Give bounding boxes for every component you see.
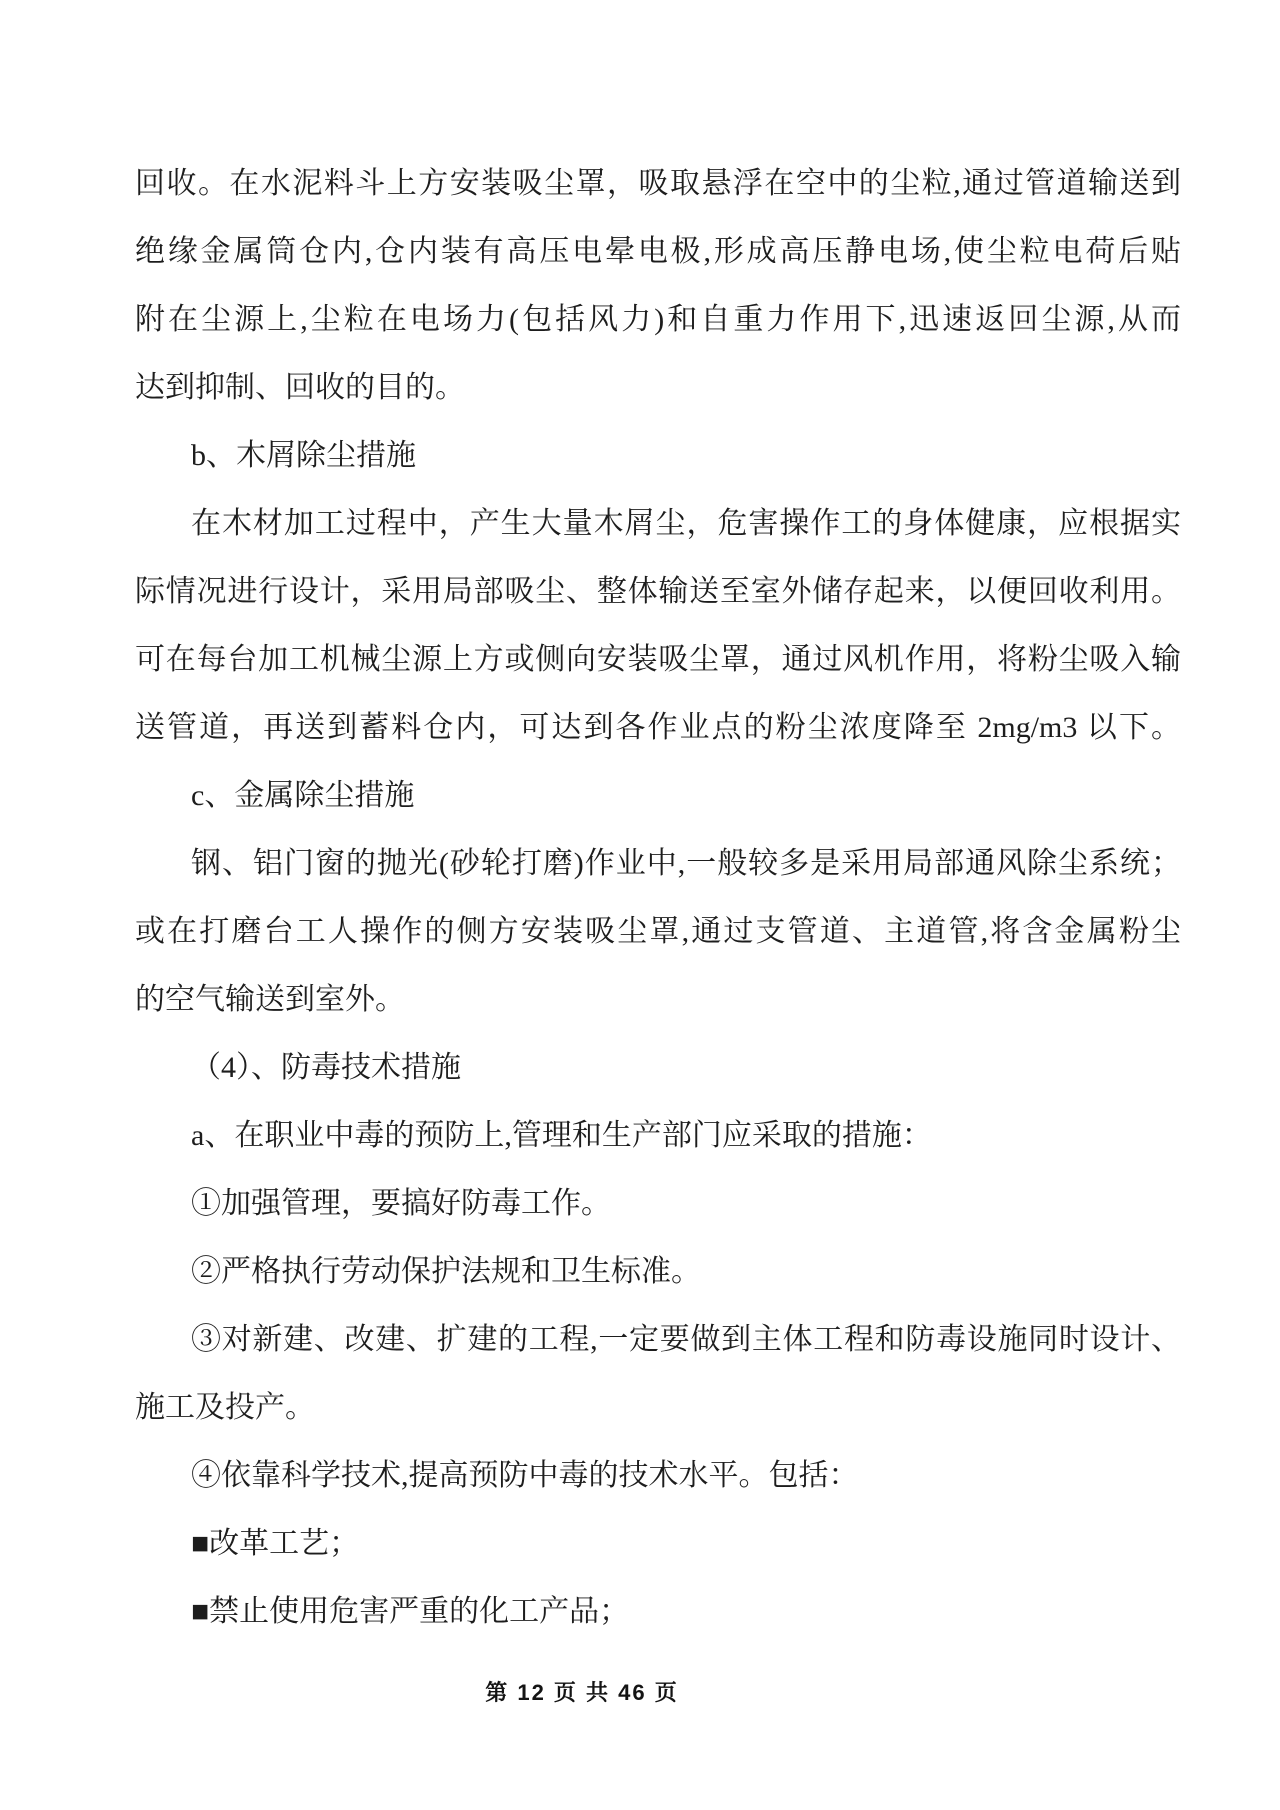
text-line: 可在每台加工机械尘源上方或侧向安装吸尘罩，通过风机作用，将粉尘吸入输 <box>135 643 1181 676</box>
page-footer <box>0 1676 1164 1707</box>
text-line: c、金属除尘措施 <box>191 779 415 812</box>
text-line: 达到抑制、回收的目的。 <box>135 371 465 404</box>
text-line: 附在尘源上,尘粒在电场力(包括风力)和自重力作用下,迅速返回尘源,从而 <box>135 303 1181 336</box>
text-line: a、在职业中毒的预防上,管理和生产部门应采取的措施： <box>191 1119 932 1152</box>
text-line: 或在打磨台工人操作的侧方安装吸尘罩,通过支管道、主道管,将含金属粉尘 <box>135 915 1181 948</box>
text-line: 送管道，再送到蓄料仓内，可达到各作业点的粉尘浓度降至 2mg/m3 以下。 <box>135 711 1181 744</box>
text-line: 施工及投产。 <box>135 1391 315 1424</box>
text-line: ②严格执行劳动保护法规和卫生标准。 <box>191 1255 701 1288</box>
text-line: 绝缘金属筒仓内,仓内装有高压电晕电极,形成高压静电场,使尘粒电荷后贴 <box>135 235 1181 268</box>
text-line: ■改革工艺； <box>191 1527 360 1560</box>
text-line: ■禁止使用危害严重的化工产品； <box>191 1595 630 1628</box>
text-line: 际情况进行设计，采用局部吸尘、整体输送至室外储存起来，以便回收利用。 <box>135 575 1181 608</box>
text-line: ④依靠科学技术,提高预防中毒的技术水平。包括： <box>191 1459 859 1492</box>
text-line: b、木屑除尘措施 <box>191 439 416 472</box>
document-body <box>135 150 1181 1646</box>
text-line: 的空气输送到室外。 <box>135 983 405 1016</box>
page-number-text: 第 12 页 共 46 页 <box>485 1680 679 1705</box>
text-line: ①加强管理，要搞好防毒工作。 <box>191 1187 611 1220</box>
text-line: ③对新建、改建、扩建的工程,一定要做到主体工程和防毒设施同时设计、 <box>191 1323 1181 1356</box>
text-line: 回收。在水泥料斗上方安装吸尘罩，吸取悬浮在空中的尘粒,通过管道输送到 <box>135 167 1181 200</box>
text-line: 钢、铝门窗的抛光(砂轮打磨)作业中,一般较多是采用局部通风除尘系统； <box>191 847 1181 880</box>
text-line: （4）、防毒技术措施 <box>191 1051 461 1084</box>
text-line: 在木材加工过程中，产生大量木屑尘，危害操作工的身体健康，应根据实 <box>191 507 1181 540</box>
